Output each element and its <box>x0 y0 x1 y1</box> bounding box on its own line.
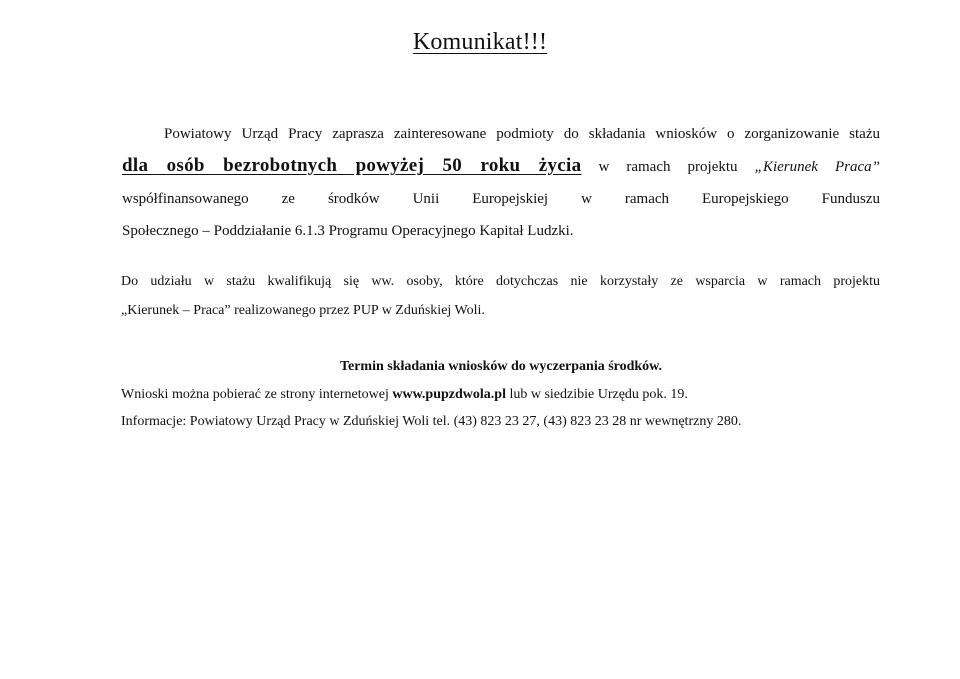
eligibility-paragraph <box>121 267 880 325</box>
announcement-line-3: współfinansowanego ze środków Unii Europejskiej w ramach Europejskiego Funduszu <box>122 191 880 207</box>
announcement-line-4: Społecznego – Poddziałanie 6.1.3 Programu Operacyjnego Kapitał Ludzki. <box>122 223 574 239</box>
project-name: „Kierunek Praca” <box>754 159 880 175</box>
project-intro-text: w ramach projektu <box>598 159 755 175</box>
announcement-line-2 <box>80 150 880 183</box>
contact-info: Informacje: Powiatowy Urząd Pracy w Zduńskiej Woli tel. (43) 823 23 27, (43) 823 23 28 nr wewnętrzny 280. <box>121 414 742 429</box>
download-info <box>121 384 901 406</box>
website-link[interactable]: www.pupzdwola.pl <box>392 387 506 402</box>
target-group-highlight: dla osób bezrobotnych powyżej 50 roku życia <box>122 155 582 176</box>
eligibility-line-2: „Kierunek – Praca” realizowanego przez PUP w Zduńskiej Woli. <box>121 303 485 318</box>
eligibility-line-1: Do udziału w stażu kwalifikują się ww. osoby, które dotychczas nie korzystały ze wsparcia w ramach projektu <box>121 274 880 289</box>
announcement-paragraph <box>80 118 880 247</box>
page-title: Komunikat!!! <box>412 29 548 55</box>
deadline-notice: Termin składania wniosków do wyczerpania środków. <box>339 359 663 374</box>
announcement-line-1: Powiatowy Urząd Pracy zaprasza zainteresowane podmioty do składania wniosków o zorganizowanie stażu <box>164 126 880 142</box>
download-prefix: Wnioski można pobierać ze strony internetowej <box>121 387 393 402</box>
download-suffix: lub w siedzibie Urzędu pok. 19. <box>505 387 688 402</box>
